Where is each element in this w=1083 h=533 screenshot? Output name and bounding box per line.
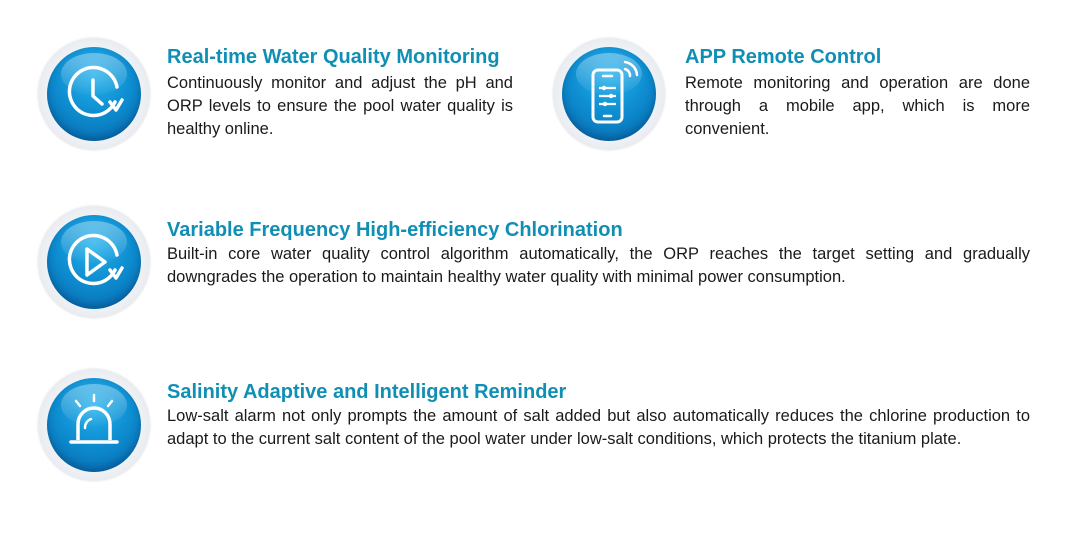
feature-title: APP Remote Control — [685, 46, 882, 68]
feature-description: Continuously monitor and adjust the pH and ORP levels to ensure the pool water quality is healthy online. — [167, 74, 513, 138]
mobile-app-icon — [553, 38, 665, 150]
alarm-light-icon — [38, 369, 150, 481]
clock-cycle-icon — [38, 38, 150, 150]
play-cycle-icon — [38, 206, 150, 318]
feature-title: Salinity Adaptive and Intelligent Reminder — [167, 381, 567, 403]
feature-description: Remote monitoring and operation are done through a mobile app, which is more convenient. — [685, 74, 1030, 138]
feature-description: Low-salt alarm not only prompts the amount of salt added but also automatically reduces the chlorine production to adapt to the current salt content of the pool water under low-salt conditions, which protects the titanium plate. — [167, 407, 1030, 448]
feature-title: Real-time Water Quality Monitoring — [167, 46, 500, 68]
feature-description: Built-in core water quality control algorithm automatically, the ORP reaches the target setting and gradually downgrades the operation to maintain healthy water quality with minimal power consumption. — [167, 245, 1030, 286]
feature-title: Variable Frequency High-efficiency Chlorination — [167, 219, 623, 241]
